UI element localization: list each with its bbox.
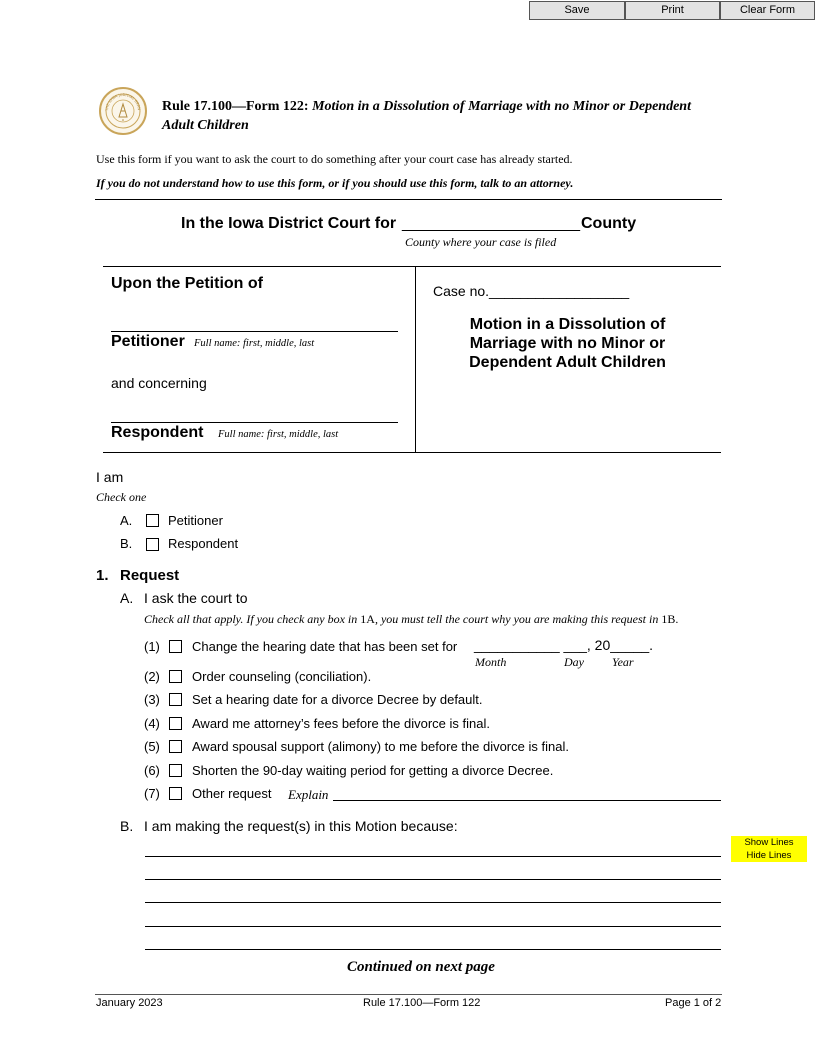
petitioner-label: Petitioner bbox=[111, 333, 185, 350]
caption-divider bbox=[415, 266, 416, 453]
respondent-hint: Full name: first, middle, last bbox=[218, 429, 339, 440]
divider bbox=[95, 199, 722, 200]
footer-divider bbox=[95, 994, 722, 995]
option-letter: B. bbox=[120, 536, 133, 551]
shorten-waiting-checkbox[interactable] bbox=[169, 764, 182, 777]
and-concerning: and concerning bbox=[111, 375, 207, 391]
item-number: (3) bbox=[144, 692, 160, 707]
hint-ref: 1A bbox=[360, 612, 375, 626]
save-button[interactable]: Save bbox=[529, 1, 625, 20]
intro-text: Use this form if you want to ask the court to do something after your court case has already started. bbox=[96, 152, 573, 166]
change-hearing-date-label: Change the hearing date that has been set for bbox=[192, 639, 458, 654]
day-hint: Day bbox=[564, 655, 584, 669]
respondent-option-label: Respondent bbox=[168, 536, 239, 551]
month-hint: Month bbox=[475, 655, 507, 669]
reason-line[interactable] bbox=[145, 902, 721, 903]
respondent-name-field[interactable] bbox=[111, 422, 398, 423]
document-title bbox=[430, 315, 705, 372]
petitioner-hint: Full name: first, middle, last bbox=[194, 338, 315, 349]
document-title-line3: Dependent Adult Children bbox=[469, 354, 666, 371]
section-number: 1. bbox=[96, 567, 109, 584]
hearing-date-field[interactable]: ___________ ___, 20_____. bbox=[474, 637, 654, 653]
hint-part: , you must tell the court why you are making this request in bbox=[374, 612, 662, 626]
court-prefix: In the Iowa District Court for bbox=[181, 215, 397, 232]
caption-top-border bbox=[103, 266, 721, 267]
continued-note: Continued on next page bbox=[347, 959, 495, 975]
show-hide-lines-toggle bbox=[731, 836, 807, 862]
county-field[interactable]: ____________________ bbox=[402, 215, 580, 232]
reason-line[interactable] bbox=[145, 949, 721, 950]
attorney-fees-checkbox[interactable] bbox=[169, 717, 182, 730]
hide-lines-button[interactable]: Hide Lines bbox=[746, 850, 792, 861]
hint-part: Check all that apply. If you check any box in bbox=[144, 612, 361, 626]
court-suffix: County bbox=[581, 215, 637, 232]
document-title-line1: Motion in a Dissolution of bbox=[469, 316, 666, 333]
order-counseling-label: Order counseling (conciliation). bbox=[192, 669, 372, 684]
section-b-letter: B. bbox=[120, 818, 134, 834]
item-number: (1) bbox=[144, 639, 160, 654]
section-a-label: I ask the court to bbox=[144, 590, 248, 606]
item-number: (5) bbox=[144, 739, 160, 754]
document-title-line2: Marriage with no Minor or bbox=[469, 335, 666, 352]
option-letter: A. bbox=[120, 513, 133, 528]
order-counseling-checkbox[interactable] bbox=[169, 670, 182, 683]
spousal-support-label: Award spousal support (alimony) to me before the divorce is final. bbox=[192, 739, 569, 754]
form-title bbox=[162, 97, 732, 135]
caption-bottom-border bbox=[103, 452, 721, 453]
print-button[interactable]: Print bbox=[625, 1, 720, 20]
clear-form-button[interactable]: Clear Form bbox=[720, 1, 815, 20]
hint-part: . bbox=[675, 612, 679, 626]
year-hint: Year bbox=[612, 655, 634, 669]
other-request-label: Other request bbox=[192, 786, 272, 801]
show-lines-button[interactable]: Show Lines bbox=[744, 837, 794, 848]
spousal-support-checkbox[interactable] bbox=[169, 740, 182, 753]
shorten-waiting-label: Shorten the 90-day waiting period for getting a divorce Decree. bbox=[192, 763, 554, 778]
section-a-hint bbox=[144, 612, 678, 627]
petitioner-name-field[interactable] bbox=[111, 331, 398, 332]
section-title: Request bbox=[120, 567, 180, 584]
upon-petition: Upon the Petition of bbox=[111, 275, 263, 292]
reason-line[interactable] bbox=[145, 856, 721, 857]
item-number: (4) bbox=[144, 716, 160, 731]
attorney-warning: If you do not understand how to use this form, or if you should use this form, talk to an attorney. bbox=[96, 176, 574, 190]
change-hearing-date-checkbox[interactable] bbox=[169, 640, 182, 653]
footer-rule: Rule 17.100—Form 122 bbox=[363, 997, 481, 1009]
petitioner-option-label: Petitioner bbox=[168, 513, 223, 528]
reason-line[interactable] bbox=[145, 926, 721, 927]
item-number: (6) bbox=[144, 763, 160, 778]
check-one-hint: Check one bbox=[96, 490, 147, 504]
form-title-line1: Motion in a Dissolution of Marriage with no Minor or Dependent bbox=[312, 99, 691, 114]
default-hearing-checkbox[interactable] bbox=[169, 693, 182, 706]
section-b-label: I am making the request(s) in this Motion because: bbox=[144, 818, 458, 834]
form-title-line2: Adult Children bbox=[162, 118, 249, 133]
default-hearing-label: Set a hearing date for a divorce Decree by default. bbox=[192, 692, 483, 707]
attorney-fees-label: Award me attorney’s fees before the divorce is final. bbox=[192, 716, 490, 731]
petitioner-checkbox[interactable] bbox=[146, 514, 159, 527]
item-number: (7) bbox=[144, 786, 160, 801]
county-hint: County where your case is filed bbox=[405, 235, 557, 249]
iowa-judicial-branch-seal bbox=[99, 87, 147, 135]
hint-ref: 1B bbox=[661, 612, 676, 626]
explain-hint: Explain bbox=[288, 787, 329, 802]
case-number-field[interactable]: Case no.__________________ bbox=[433, 283, 630, 299]
other-request-explain-field[interactable] bbox=[333, 800, 721, 801]
other-request-checkbox[interactable] bbox=[169, 787, 182, 800]
respondent-label: Respondent bbox=[111, 424, 204, 441]
reason-line[interactable] bbox=[145, 879, 721, 880]
section-a-letter: A. bbox=[120, 590, 134, 606]
footer-page: Page 1 of 2 bbox=[665, 997, 722, 1009]
i-am-label: I am bbox=[96, 469, 124, 485]
rule-number: Rule 17.100—Form 122: bbox=[162, 99, 309, 114]
seal-text: THE IOWA JUDICIAL BRAN bbox=[104, 92, 142, 112]
item-number: (2) bbox=[144, 669, 160, 684]
respondent-checkbox[interactable] bbox=[146, 538, 159, 551]
footer-date: January 2023 bbox=[96, 997, 163, 1009]
